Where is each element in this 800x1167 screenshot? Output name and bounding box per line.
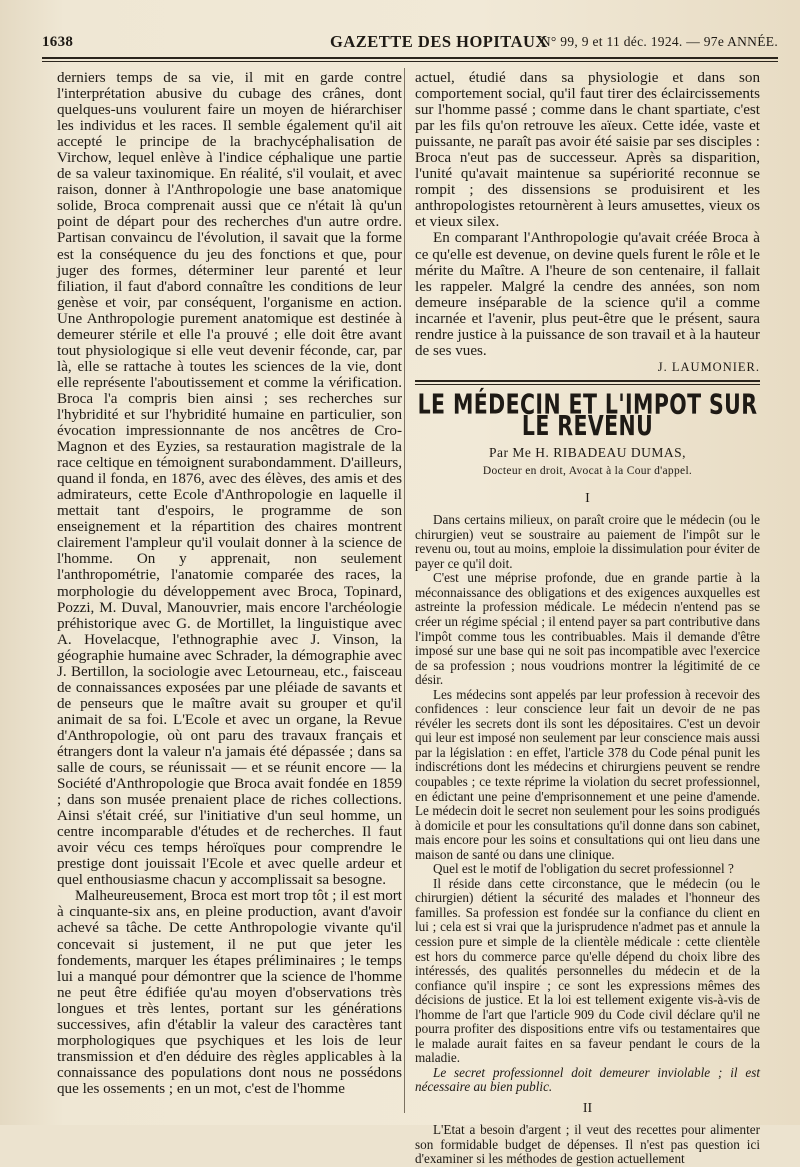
left-column xyxy=(57,70,402,1097)
article-byline: Par Me H. RIBADEAU DUMAS, xyxy=(489,444,686,460)
right-paragraph-2: En comparant l'Anthropologie qu'avait créée Broca à ce qu'elle est devenue, on devine quels furent le rôle et le mérite du Maître. A l'heure de son centenaire, il fallait les rappeler. Malgré la cendre des années, son nom demeure inséparable de la science qu'il a comme incarnée et l'avenir, plus peut-être que le présent, saura rendre justice à la puissance de son travail et à la hauteur de ses vues. xyxy=(415,230,760,359)
section-1-paragraph: Les médecins sont appelés par leur profession à recevoir des confidences : leur conscience leur fait un devoir de ne pas révéler les secrets dont ils sont les dépositaires. C'est un devoir qui leur est imposé non seulement par leur conscience mais aussi par la législation : en effet, l'article 378 du Code pénal punit les indiscrétions dont les médecins et chirurgiens peuvent se rendre coupables ; ce texte réprime la violation du secret professionnel, en édictant une peine d'emprisonnement et une peine d'amende. Le médecin doit le secret non seulement pour les soins prodigués à domicile et pour les consultations qu'il donne dans son cabinet, mais encore pour les soins et consultations qui ont lieu dans une maison de santé ou dans une clinique. xyxy=(415,686,760,862)
section-1-paragraph: Quel est le motif de l'obligation du secret professionnel ? xyxy=(433,861,734,877)
section-1-paragraph: Il réside dans cette circonstance, que le médecin (ou le chirurgien) détient la sécurité des malades et l'honneur des familles. Sa profession est fondée sur la confiance du client en lui ; cela est si vrai que la jurisprudence n'admet pas et annule la cession pure et simple de la clientèle médicale : cette clientèle est hors du commerce parce qu'elle dépend du choix libre des intéressés, des qualités personnelles du médecin et de la confiance qu'il inspire ; ce sont les expressions mêmes des décisions de justice. Et la loi est tellement exigente vis-à-vis de l'homme de l'art que l'article 909 du Code civil déclare qu'il ne pourra profiter des dispositions entre vifs ou testamentaires que le malade aurait faites en sa faveur pendant le cours de la maladie. xyxy=(415,875,760,1066)
right-paragraph-1: actuel, étudié dans sa physiologie et dans son comportement social, qu'il faut tirer des éclaircissements sur l'homme passé ; comme dans le chant spartiate, c'est par les fils qu'on retrouve les aïeux. Cette idée, vaste et puissante, ne paraît pas avoir été saisie par ses disciples : Broca n'eut pas de successeur. Après sa disparition, l'unité qu'avait maintenue sa supériorité reconnue se rompit ; des dissensions se produisirent et les anthropologistes retournèrent à leurs amusettes, vieux os et vieux silex. xyxy=(415,70,760,231)
section-2-body xyxy=(415,1123,760,1167)
article-byline-subtitle: Docteur en droit, Avocat à la Cour d'appel. xyxy=(482,465,693,478)
left-paragraph-1: derniers temps de sa vie, il mit en garde contre l'interprétation abusive du cubage des crânes, dont quelques-uns voulurent faire un moyen de hiérarchiser les individus et les races. Il semble également qu'il ait accepté le principe de la brachycéphalisation de Virchow, lequel enlève à l'indice céphalique une partie de sa valeur taxinomique. En réalité, s'il voulait, et avec raison, donner à l'Anthropologie une base anatomique solide, Broca comprenait aussi que ce n'était là qu'un point de départ pour des recherches d'un autre ordre. Partisan convaincu de l'évolution, il savait que la forme est la conséquence du jeu des fonctions et que, pour juger des formes, déterminer leur parenté et leur filiation, il faut d'abord connaître les conditions de leur genèse et voir, par conséquent, l'organisme en action. Une Anthropologie purement anatomique est destinée à demeurer stérile et elle l'a prouvé ; elle doit être avant tout physiologique si elle veut devenir féconde, car, par là, elle se rattache à toutes les sciences de la vie, dont elle représente l'aboutissement et comme la vérification. Broca l'a compris bien ainsi ; ses recherches sur l'hybridité et sur l'hybridité humaine en particulier, son évocation impressionnante de nos ancêtres de Cro-Magnon et des Eyzies, sa restauration magistrale de la race celtique en témoignent surabondamment. D'ailleurs, quand il fonda, en 1876, avec des élèves, des amis et des admirateurs, cette Ecole d'Anthropologie en laquelle il mettait tant d'espoirs, le programme de son enseignement et la répartition des chaires montrent clairement l'ampleur qu'il voulait donner à la science de l'homme. On y apprenait, non seulement l'anthropométrie, l'anatomie comparée des races, la morphologie du développement avec Broca, Topinard, Pozzi, M. Duval, Manouvrier, mais encore l'archéologie préhistorique avec G. de Mortillet, la linguistique avec A. Hovelacque, l'ethnographie avec J. Vinson, la géographie humaine avec Schrader, la démographie avec J. Bertillon, la sociologie avec Letourneau, etc., faisceau de connaissances exposées par une pléiade de savants et de penseurs que le maître avait su grouper et qu'il animait de sa foi. L'Ecole et avec un organe, la Revue d'Anthropologie, où ont paru des travaux français et étrangers dont la valeur n'a jamais été dépassée ; dans sa salle de cours, se réunissait — et se réunit encore — la Société d'Anthropologie que Broca avait fondée en 1859 ; dans son musée prenaient place de riches collections. Ainsi s'était créé, sur l'initiative d'un seul homme, un centre incomparable d'études et de recherches. Il faut avoir vécu ces temps héroïques pour comprendre le prestige dont jouissait l'Ecole et avec quelle ardeur et quel enthousiasme chacun y accomplissait sa besogne. xyxy=(57,70,402,889)
section-1-paragraph: C'est une méprise profonde, due en grande partie à la méconnaissance des obligations et des exigences auxquelles est astreinte la profession médicale. Le médecin n'entend pas se créer un régime spécial ; il entend payer sa part contributive dans l'impôt comme tous les contribuables. Mais il demande d'être imposé sur une base qui ne soit pas incompatible avec l'exercice de sa profession ; nous voudrions montrer la légitimité de ce désir. xyxy=(415,570,760,688)
article-separator xyxy=(415,380,760,382)
article-title: LE MÉDECIN ET L'IMPOT SUR LE REVENU xyxy=(417,387,758,442)
section-1-paragraph: Le secret professionnel doit demeurer inviolable ; il est nécessaire au bien public. xyxy=(415,1064,760,1095)
header-rule-thin xyxy=(42,61,778,62)
page-number: 1638 xyxy=(42,34,74,50)
section-1-body xyxy=(415,513,760,1095)
column-divider xyxy=(404,68,405,1113)
journal-title: GAZETTE DES HOPITAUX xyxy=(330,32,548,51)
author-signature: J. LAUMONIER. xyxy=(657,359,760,374)
page-header xyxy=(42,26,778,56)
section-1-paragraph: Dans certains milieux, on paraît croire que le médecin (ou le chirurgien) veut se soustraire au paiement de l'impôt sur le revenu ou, tout au moins, emploie la dissimulation pour éviter de payer ce qu'il doit. xyxy=(415,512,760,571)
left-paragraph-2: Malheureusement, Broca est mort trop tôt ; il est mort à cinquante-six ans, en pleine production, avant d'avoir achevé sa tâche. De cette Anthropologie vivante qu'il concevait si justement, il ne put que jeter les fondements, marquer les étapes préliminaires ; le temps lui a manqué pour démontrer que la science de l'homme ne peut être édifiée qu'au moyen d'observations très longues et très lentes, portant sur les générations successives, afin d'établir la valeur des caractères tant morphologiques que psychiques et les lois de leur transmission et d'en déduire des règles applicables à la connaissance des populations dont nous ne possédons que les ossements ; en un mot, c'est de l'homme xyxy=(57,888,402,1097)
header-rule xyxy=(42,57,778,59)
section-heading-2: II xyxy=(582,1101,593,1116)
section-heading-1: I xyxy=(585,491,590,507)
right-column xyxy=(415,70,760,1167)
issue-info: N° 99, 9 et 11 déc. 1924. — 97e ANNÉE. xyxy=(540,34,778,49)
section-2-paragraph: L'Etat a besoin d'argent ; il veut des recettes pour alimenter son formidable budget de dépenses. Il n'est pas question ici d'examiner si les méthodes de gestion actuellement xyxy=(415,1122,760,1167)
article-separator-thin xyxy=(415,384,760,385)
